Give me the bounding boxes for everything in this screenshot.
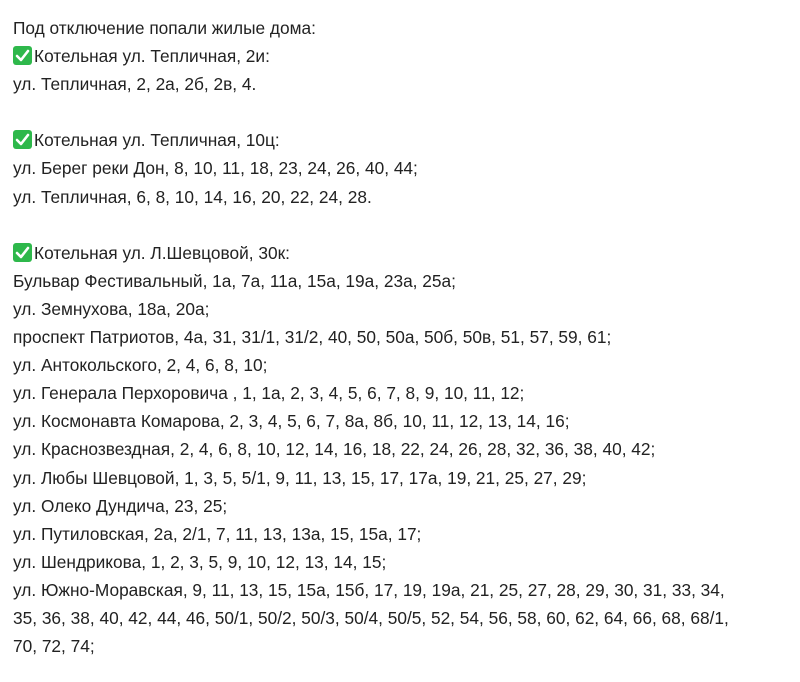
address-line: ул. Путиловская, 2а, 2/1, 7, 11, 13, 13а, 15, 15а, 17; (13, 523, 422, 544)
spacer (13, 211, 790, 239)
address-line: ул. Шендрикова, 1, 2, 3, 5, 9, 10, 12, 13, 14, 15; (13, 551, 387, 572)
address-line: ул. Берег реки Дон, 8, 10, 11, 18, 23, 24, 26, 40, 44; (13, 158, 418, 179)
address-line: ул. Земнухова, 18а, 20а; (13, 298, 210, 319)
spacer (13, 98, 790, 126)
notice-header: Под отключение попали жилые дома: (13, 18, 316, 38)
address-line: ул. Космонавта Комарова, 2, 3, 4, 5, 6, 7, 8а, 8б, 10, 11, 12, 13, 14, 16; (13, 411, 570, 432)
check-mark-icon (13, 46, 32, 65)
address-line: проспект Патриотов, 4а, 31, 31/1, 31/2, 40, 50, 50а, 50б, 50в, 51, 57, 59, 61; (13, 327, 612, 348)
boiler-section-title (13, 239, 790, 267)
address-line: ул. Краснозвездная, 2, 4, 6, 8, 10, 12, 14, 16, 18, 22, 24, 26, 28, 32, 36, 38, 40, 42; (13, 439, 656, 460)
section-title-text: Котельная ул. Л.Шевцовой, 30к: (34, 242, 290, 263)
address-line: Бульвар Фестивальный, 1а, 7а, 11а, 15а, 19а, 23а, 25а; (13, 270, 456, 291)
address-line: ул. Антокольского, 2, 4, 6, 8, 10; (13, 355, 268, 376)
address-line: ул. Генерала Перхоровича , 1, 1а, 2, 3, 4, 5, 6, 7, 8, 9, 10, 11, 12; (13, 383, 525, 404)
section-title-text: Котельная ул. Тепличная, 2и: (34, 46, 270, 67)
address-line: ул. Тепличная, 6, 8, 10, 14, 16, 20, 22, 24, 28. (13, 186, 372, 207)
address-line-wrapped: 35, 36, 38, 40, 42, 44, 46, 50/1, 50/2, 50/3, 50/4, 50/5, 52, 54, 56, 58, 60, 62, 64, 66, 68, 68/1, (13, 607, 729, 628)
address-line: ул. Олеко Дундича, 23, 25; (13, 495, 228, 516)
boiler-section-title (13, 42, 790, 70)
check-mark-icon (13, 130, 32, 149)
address-line: ул. Любы Шевцовой, 1, 3, 5, 5/1, 9, 11, 13, 15, 17, 17а, 19, 21, 25, 27, 29; (13, 467, 587, 488)
section-title-text: Котельная ул. Тепличная, 10ц: (34, 130, 280, 151)
address-line-wrapped: 70, 72, 74; (13, 636, 95, 657)
address-line-wrapped: ул. Южно-Моравская, 9, 11, 13, 15, 15а, 15б, 17, 19, 19а, 21, 25, 27, 28, 29, 30, 31, 33, 34, (13, 579, 725, 600)
boiler-section-title (13, 126, 790, 154)
address-line: ул. Тепличная, 2, 2а, 2б, 2в, 4. (13, 74, 257, 95)
check-mark-icon (13, 243, 32, 262)
